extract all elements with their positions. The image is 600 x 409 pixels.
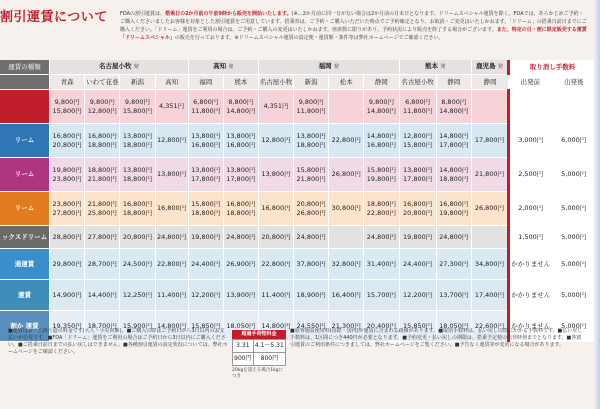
cancel-fee-cell: かかりません [509,249,552,280]
fare-cell: 24,800円 [436,226,471,249]
destination-header: 静岡 [364,75,399,90]
fare-cell: 23,800円 27,800円 [50,192,85,226]
fare-cell: 32,800円 [329,249,364,280]
fare-cell: 4,351円 [258,90,293,124]
fare-cell: 14,400円 [85,280,120,311]
cancel-fee-cell: 1,500円 [509,226,552,249]
fare-cell: 13,800円 17,800円 [399,158,436,192]
fare-cell: 18,800円 22,800円 [364,192,399,226]
baggage-fee: 900円 [233,353,254,366]
destination-header: 静岡 [471,75,508,90]
fare-cell: 15,700円 [364,280,399,311]
fare-cell: 19,800円 [188,226,223,249]
cancel-timing-header: 出発前 [509,75,552,90]
fare-cell: 26,800円 [471,192,508,226]
fare-type-label [0,90,50,124]
fare-cell: 19,800円 [399,226,436,249]
fare-type-label [0,124,50,158]
fare-cell: 17,800円 [471,124,508,158]
fare-cell: 13,800円 18,800円 [120,124,155,158]
baggage-title: 超過手荷物料金 [232,330,286,339]
fare-cell: 18,050円 [223,311,258,342]
fare-cell: 13,800円 16,800円 [188,124,223,158]
fare-cell: 9,800円 15,800円 [50,90,85,124]
fare-cell: 16,400円 [329,280,364,311]
intro-text [120,10,588,52]
page-title: 割引運賃について [0,10,108,25]
fare-type-text: 通運賃 [14,259,35,268]
fare-cell: 24,800円 [294,226,329,249]
fare-type-text: リーム [14,170,35,178]
cancel-timing-header: 出発後 [552,75,596,90]
fare-cell: 9,800円 14,800円 [364,90,399,124]
fare-cell [329,90,364,124]
fare-cell: 14,800円 17,800円 [436,124,471,158]
fare-cell: 13,800円 17,800円 [223,158,258,192]
fare-cell: 28,700円 [85,249,120,280]
group-suffix: 発 [228,64,234,70]
fare-cell: 34,800円 [471,249,508,280]
fare-cell: 37,800円 [294,249,329,280]
group-header-kumamoto [399,60,471,75]
cancel-fee-cell: かかりません [509,280,552,311]
baggage-fee-box [232,330,286,400]
fare-cell: 22,600円 [471,311,508,342]
fare-cell: 18,800円 21,800円 [85,158,120,192]
baggage-note: 20kgを超える場合1kgにつき [232,368,284,379]
fare-cell: 13,700円 [436,280,471,311]
fare-cell: 24,800円 [155,226,188,249]
fare-type-label [0,280,50,311]
fare-cell: 14,800円 16,800円 [364,124,399,158]
fare-cell: 11,400円 [258,280,293,311]
fare-cell: 8,800円 14,800円 [223,90,258,124]
fare-type-text: 運賃 [18,290,32,299]
fare-cell: 6,800円 11,800円 [399,90,436,124]
fare-cell: 30,800円 [329,192,364,226]
destination-header: 松本 [329,75,364,90]
intro-highlight-1: 搭乗日の2か月前の午前9時から販売を開始いたします。 [165,11,292,17]
intro-highlight-2: また、特定の日・便に限定販売する運賃「ドリームスペシャル」 [120,27,587,41]
destination-header: 静岡 [436,75,471,90]
fare-cell: 13,800円 18,800円 [294,124,329,158]
fare-cell: 16,800円 18,800円 [85,124,120,158]
fare-row [0,192,596,226]
fare-type-header: 運賃の種類 [0,60,50,75]
cancel-fee-cell: 5,000円 [552,158,596,192]
fare-cell: 15,850円 [188,311,223,342]
fare-cell: 12,800円 [258,124,293,158]
fare-cell: 16,800円 20,800円 [399,192,436,226]
group-name: 熊本 [425,62,439,70]
fare-type-label [0,226,50,249]
cancel-fee-cell: 5,000円 [552,280,596,311]
cancel-fee-cell: 5,000円 [552,192,596,226]
fare-cell: 13,800円 17,800円 [188,158,223,192]
destination-header: 名古屋小牧 [258,75,293,90]
fare-cell: 21,800円 [471,158,508,192]
notes-left: ■運賃はお一人様片道の料金です(大人・小児同額)。■ご購入の際はご予約日から3日以内のお支払いが必要です。■FDA「ドリーム」運賃をご利用の場合はご予約日から3日以内にご購入ください。■ご搭乗日前日までの払い戻しはできません。■各種割引運賃の設定状況については、弊社ホームページをご確認ください。 [8,328,228,355]
fare-cell: 12,200円 [188,280,223,311]
fare-cell: 14,800円 [258,311,293,342]
fare-cell: 24,800円 [364,226,399,249]
fare-cell: 12,250円 [120,280,155,311]
fare-cell: 24,400円 [188,249,223,280]
fare-type-label [0,249,50,280]
fare-cell: 20,400円 [364,311,399,342]
fare-cell: 20,800円 [258,226,293,249]
cancel-fee-cell: 2,000円 [509,192,552,226]
group-header-nagoya [50,60,189,75]
fare-cell: 14,800円 18,800円 [436,158,471,192]
fare-cell: 9,800円 11,800円 [294,90,329,124]
fare-cell: 11,400円 [155,280,188,311]
fare-cell: 27,800円 [85,226,120,249]
fare-cell: 13,800円 16,800円 [223,124,258,158]
group-name: 名古屋小牧 [98,62,132,70]
intro-text-3: の販売を行っております。※ドリームスペシャル運賃の設定便・運賃額・条件等は弊社ホームページでご確認ください。 [174,35,444,41]
fare-cell: 14,900円 [50,280,85,311]
fare-cell: 6,800円 11,800円 [188,90,223,124]
fare-cell: 16,800円 [258,192,293,226]
fare-cell: 12,800円 [155,124,188,158]
fare-cell: 27,300円 [436,249,471,280]
fare-cell: 18,700円 [85,311,120,342]
fare-cell: 24,800円 [223,226,258,249]
fare-cell: 15,800円 18,800円 [188,192,223,226]
fare-cell: 21,300円 [329,311,364,342]
fda-logo-icon [20,104,27,109]
cancel-fee-cell: 5,000円 [552,226,596,249]
destination-header: 熊本 [223,75,258,90]
fare-cell: 14,800円 [155,311,188,342]
intro-text-1: FDAの割引運賃は、 [120,11,166,17]
fare-cell: 26,900円 [223,249,258,280]
destination-header: 新潟 [120,75,155,90]
fare-cell: 16,800円 19,800円 [436,192,471,226]
fare-cell: 22,800円 [329,124,364,158]
fare-row [0,280,596,311]
fare-type-text: リーム [14,204,35,212]
fare-cell: 18,900円 [294,280,329,311]
fare-cell: 16,800円 [155,192,188,226]
cancel-fee-cell: 5,000円 [552,249,596,280]
fare-cell [329,226,364,249]
fare-cell: 9,800円 12,800円 [85,90,120,124]
fare-row [0,158,596,192]
baggage-table [232,339,286,366]
fare-cell: 8,800円 14,800円 [436,90,471,124]
fare-cell: 13,800円 [155,158,188,192]
cancel-fee-cell: かかりません [509,311,552,342]
fare-cell: 31,400円 [364,249,399,280]
page-edge [594,0,600,409]
fare-cell [471,226,508,249]
fare-type-text: ックスドリーム [1,232,48,241]
destination-header: 高知 [155,75,188,90]
fare-cell: 16,800円 18,800円 [223,192,258,226]
fare-cell: 20,800円 [120,226,155,249]
group-header-kagoshima [471,60,508,75]
fare-cell: 24,550円 [294,311,329,342]
group-suffix: 発 [440,64,446,70]
group-suffix: 発 [333,64,339,70]
fare-cell: 16,800円 18,800円 [120,192,155,226]
fare-cell: 26,800円 [329,158,364,192]
fare-cell: 28,800円 [50,226,85,249]
fare-row [0,124,596,158]
fare-cell: 21,800円 25,800円 [85,192,120,226]
fare-row [0,90,596,124]
fare-cell: 19,800円 23,800円 [50,158,85,192]
fare-table [0,60,596,342]
fare-cell: 15,800円 21,800円 [294,158,329,192]
fare-type-label [0,158,50,192]
group-suffix: 発 [133,64,139,70]
fare-cell: 29,800円 [50,249,85,280]
notes-right: ■旅客施設使用料(国際・国内)が運賃に含まれる路線があります。■取消手数料は、払い戻しの際にかかる手数料です。■払い戻し手数料は、1区間につき440円が必要となります。■予約変更・払い戻しの期限は、搭乗予定便の出発時刻までとなります。■各割引運賃のご利用条件につきましては、弊社ホームページをご覧ください。■予告なく運賃等が変更になる場合があります。 [290,328,583,348]
fare-cell: 15,850円 [399,311,436,342]
cancel-fee-cell: 6,000円 [552,124,596,158]
fare-cell: 22,800円 [258,249,293,280]
destination-header: いわて花巻 [85,75,120,90]
fare-cell: 18,050円 [436,311,471,342]
cancel-fee-cell: 5,000円 [552,311,596,342]
baggage-period: 3.31 [233,340,254,353]
cancel-fee-cell: 2,500円 [509,158,552,192]
fare-type-text: リーム [14,136,35,144]
fare-cell: 13,800円 [258,158,293,192]
corner-cell [0,75,50,90]
fare-cell: 13,900円 [223,280,258,311]
cancel-fee-cell [552,90,596,124]
fare-cell: 15,800円 19,800円 [364,158,399,192]
group-name: 高知 [213,62,227,70]
fare-cell: 24,500円 [120,249,155,280]
fare-cell: 17,400円 [471,280,508,311]
fare-cell [471,90,508,124]
fare-cell: 20,800円 26,800円 [294,192,329,226]
destination-header: 福岡 [188,75,223,90]
fare-cell: 22,800円 [155,249,188,280]
fare-row [0,226,596,249]
fare-cell: 19,350円 [50,311,85,342]
fare-type-text: 割か 運賃 [10,321,39,330]
fare-cell: 24,400円 [399,249,436,280]
fare-cell: 16,800円 20,800円 [50,124,85,158]
cancel-fee-header: 取り消し手数料 [509,60,596,75]
baggage-fee: 800円 [253,353,285,366]
fare-cell: 13,800円 18,800円 [120,158,155,192]
fare-cell: 9,800円 15,800円 [120,90,155,124]
group-name: 福岡 [318,62,332,70]
destination-header: 青森 [50,75,85,90]
cancel-fee-cell [509,90,552,124]
fare-cell: 12,200円 [399,280,436,311]
destination-header: 名古屋小牧 [399,75,436,90]
group-header-kochi [188,60,258,75]
cancel-fee-cell: 3,000円 [509,124,552,158]
fare-cell: 15,900円 [120,311,155,342]
fare-cell: 12,800円 15,800円 [399,124,436,158]
fare-type-label [0,192,50,226]
fare-cell: 4,351円 [155,90,188,124]
group-name: 鹿児島 [476,62,496,70]
group-suffix: 発 [497,64,503,70]
destination-header: 新潟 [294,75,329,90]
fare-row [0,249,596,280]
intro-text-2: (※…2か月前に同一日がない場合は2か月前の月末日となります。ドリームスペシャル運賃を除く。FDAでは、あらかじめご予約・ご購入くださいましたお客様を対象とした割引運賃をご用意しています。搭乗券は、ご予約・ご購入いただいた時点でご予約確定となり、お取消・ご変更はいたしかねます。「ドリーム」の搭乗日前日までにご購入ください。「ドリーム」運賃をご利用の場合は、ご予約・ご購入の変更はいたしかねます。座席数に限りがあり、予約状況により販売を終了する場合がございます。 [120,11,587,33]
group-header-fukuoka [258,60,399,75]
baggage-period: 4.1～5.31 [253,340,285,353]
